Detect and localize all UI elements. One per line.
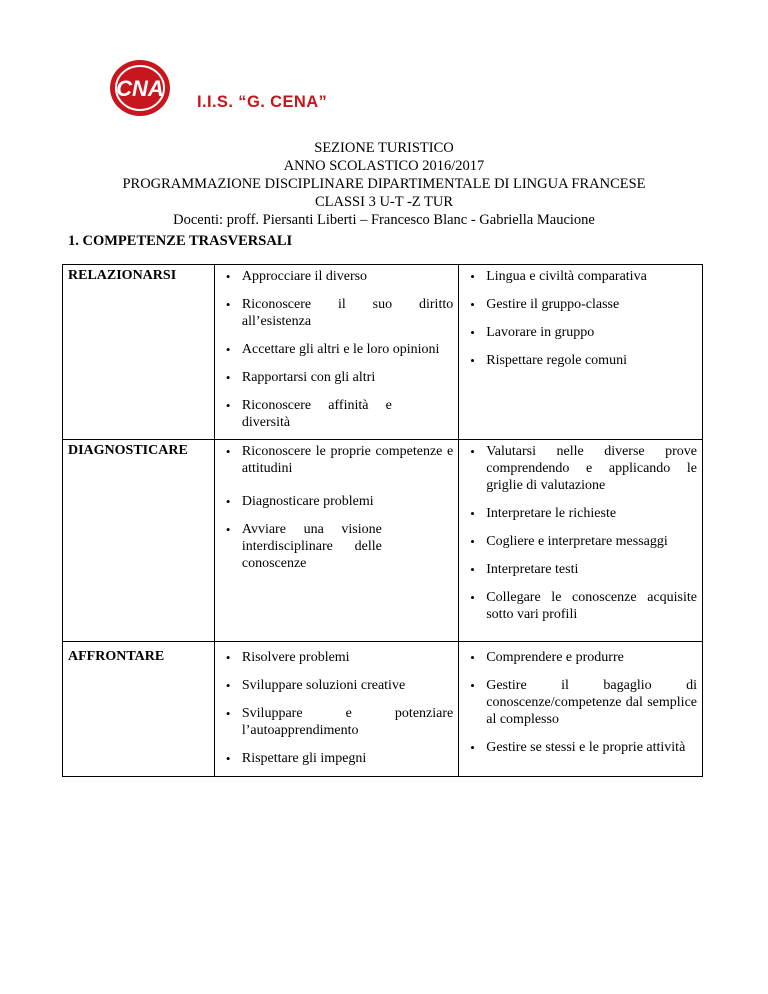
list-item: • Accettare gli altri e le loro opinioni xyxy=(215,341,458,358)
school-logo xyxy=(108,58,172,118)
row-left-cell xyxy=(214,642,458,777)
list-item: • Valutarsi nelle diverse prove comprendendo e applicando le griglie di valutazione xyxy=(459,443,702,494)
list-item: • Cogliere e interpretare messaggi xyxy=(459,533,702,550)
school-name: I.I.S. “G. CENA” xyxy=(197,93,328,111)
cena-logo-icon xyxy=(108,58,172,118)
logo-text: CNA xyxy=(116,76,164,101)
list-item: • Avviare una visione interdisciplinare delle conoscenze xyxy=(215,521,387,572)
list-item: • Comprendere e produrre xyxy=(459,649,702,666)
row-right-cell xyxy=(459,265,703,440)
table-row xyxy=(63,642,703,777)
header-section: SEZIONE TURISTICO xyxy=(314,140,454,156)
list-item: • Riconoscere le proprie competenze e attitudini xyxy=(215,443,458,477)
list-item: • Interpretare le richieste xyxy=(459,505,702,522)
list-item: • Riconoscere affinità e diversità xyxy=(215,397,397,431)
table-row xyxy=(63,265,703,440)
row-right-cell xyxy=(459,440,703,642)
row-left-cell xyxy=(214,265,458,440)
header-classes: CLASSI 3 U-T -Z TUR xyxy=(314,194,454,210)
list-item: • Collegare le conoscenze acquisite sotto vari profili xyxy=(459,589,702,623)
document-header xyxy=(0,139,768,229)
table-row xyxy=(63,440,703,642)
list-item: • Gestire il bagaglio di conoscenze/competenze dal semplice al complesso xyxy=(459,677,702,728)
row-left-cell xyxy=(214,440,458,642)
competences-table xyxy=(62,264,703,777)
list-item: • Gestire il gruppo-classe xyxy=(459,296,702,313)
list-item: • Riconoscere il suo diritto all’esistenza xyxy=(215,296,458,330)
header-teachers: Docenti: proff. Piersanti Liberti – Francesco Blanc - Gabriella Maucione xyxy=(173,212,595,228)
section-title: 1. COMPETENZE TRASVERSALI xyxy=(68,233,293,249)
list-item: • Sviluppare soluzioni creative xyxy=(215,677,458,694)
list-item: • Rispettare gli impegni xyxy=(215,750,458,767)
list-item: • Lingua e civiltà comparativa xyxy=(459,268,702,285)
list-item: • Diagnosticare problemi xyxy=(215,493,458,510)
list-item: • Risolvere problemi xyxy=(215,649,458,666)
row-right-cell xyxy=(459,642,703,777)
list-item: • Approcciare il diverso xyxy=(215,268,458,285)
list-item: • Rapportarsi con gli altri xyxy=(215,369,458,386)
row-label: DIAGNOSTICARE xyxy=(63,440,215,642)
list-item: • Lavorare in gruppo xyxy=(459,324,702,341)
list-item: • Interpretare testi xyxy=(459,561,702,578)
list-item: • Rispettare regole comuni xyxy=(459,352,702,369)
list-item: • Gestire se stessi e le proprie attività xyxy=(459,739,702,756)
list-item: • Sviluppare e potenziare l’autoapprendimento xyxy=(215,705,458,739)
header-programme: PROGRAMMAZIONE DISCIPLINARE DIPARTIMENTALE DI LINGUA FRANCESE xyxy=(122,176,646,192)
row-label: RELAZIONARSI xyxy=(63,265,215,440)
row-label: AFFRONTARE xyxy=(63,642,215,777)
header-school-year: ANNO SCOLASTICO 2016/2017 xyxy=(283,158,485,174)
